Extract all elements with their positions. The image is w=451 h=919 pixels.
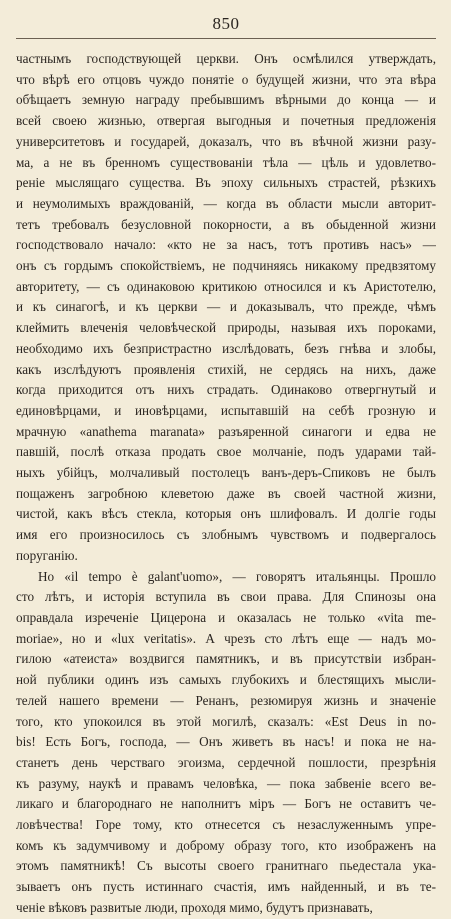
text-line: гилою «атеиста» воздвигся памятникъ, и въ присутствіи избран- <box>16 651 436 667</box>
text-line: всей своею жизнью, отвергая выгодныя и почетныя предложенія <box>16 113 436 129</box>
text-line: обѣщаетъ земную награду пребывшимъ вѣрными до конца — и <box>16 92 436 108</box>
text-line: ныхъ убійцъ, молчаливый постолецъ ванъ-деръ-Спиковъ не былъ <box>16 465 436 481</box>
text-line: мрачную «anathema maranata» разъяренной синагоги и едва не <box>16 423 436 439</box>
text-line: реніе мыслящаго существа. Въ эпоху сильныхъ страстей, рѣзкихъ <box>16 175 436 191</box>
page-number: 850 <box>212 14 240 33</box>
text-line: павшій, послѣ отказа продать свое молчаніе, подъ ударами тай- <box>16 444 436 460</box>
text-line: чистой, какъ вѣсъ стекла, которыя онъ шлифовалъ. И долгіе годы <box>16 506 436 522</box>
header-rule <box>16 38 436 39</box>
text-line: что вѣрѣ его отцовъ чуждо понятіе о будущей жизни, что эта вѣра <box>16 71 436 87</box>
text-line: ма, а не въ бренномъ существованіи тѣла — цѣль и удовлетво- <box>16 154 436 170</box>
paragraph <box>16 567 436 919</box>
text-line: ченіе вѣковъ развитые люди, проходя мимо, будутъ признавать, <box>16 899 373 915</box>
text-line: moriae», но и «lux veritatis». А чрезъ сто лѣтъ еще — надъ мо- <box>16 630 436 646</box>
text-line: и къ синагогѣ, и къ церкви — и доказывалъ, что прежде, чѣмъ <box>16 299 436 315</box>
text-line: онъ съ гордымъ спокойствіемъ, не подчиняясь никакому предвзятому <box>16 258 436 274</box>
text-line: того, кто упокоился въ этой могилѣ, сказалъ: «Est Deus in no- <box>16 713 436 729</box>
text-line: и неумолимыхъ враждованій, — когда въ области мысли авторит- <box>16 195 436 211</box>
text-line: пощаженъ загробною клеветою даже въ своей частной жизни, <box>16 485 436 501</box>
text-line: частнымъ господствующей церкви. Онъ осмѣлился утверждать, <box>16 51 436 66</box>
text-line: когда приходится отъ нихъ страдать. Одинаково отвергнутый и <box>16 382 436 398</box>
text-line: университетовъ и государей, доказалъ, что въ вѣчной жизни разу- <box>16 133 436 149</box>
text-line: поруганію. <box>16 547 78 563</box>
text-line: этомъ памятникѣ! Съ высоты своего гранитнаго пьедестала ука- <box>16 858 436 874</box>
text-line: ликаго и благороднаго не наполнитъ міръ — Богъ не оставитъ че- <box>16 796 436 812</box>
text-line: ной публики одинъ изъ самыхъ глубокихъ и блестящихъ мысли- <box>16 672 436 688</box>
text-line: Но «il tempo è galant'uomo», — говорятъ итальянцы. Прошло <box>38 568 436 584</box>
text-line: тетъ требовалъ безусловной покорности, а въ обыденной жизни <box>16 216 436 232</box>
text-line: сто лѣтъ, и исторія вступила въ свои права. Для Спинозы она <box>16 589 436 605</box>
text-line: телей нашего времени — Ренанъ, резюмируя жизнь и значеніе <box>16 692 436 708</box>
text-line: необходимо ихъ безпристрастно изслѣдовать, безъ гнѣва и злобы, <box>16 340 436 356</box>
text-line: господствовало начало: «кто не за насъ, тотъ противъ насъ» — <box>16 237 436 253</box>
text-line: станетъ день черстваго эгоизма, сердечной пошлости, презрѣнія <box>16 754 436 770</box>
text-line: какъ изслѣдуютъ проявленія стихій, не сердясь на нихъ, даже <box>16 361 436 377</box>
text-line: авторитету, — съ одинаковою критикою относился и къ Аристотелю, <box>16 278 436 294</box>
body-text <box>16 49 436 919</box>
text-line: комъ къ задумчивому и доброму образу того, кто изображенъ на <box>16 837 436 853</box>
text-line: bis! Есть Богъ, господа, — Онъ живетъ въ насъ! и пока не на- <box>16 734 436 750</box>
text-line: оправдала изреченіе Цицерона и оказалась не только «vita me- <box>16 609 436 625</box>
text-line: зываетъ онъ пусть истиннаго счастія, имъ найденный, и въ те- <box>16 879 436 895</box>
text-line: къ разуму, наукѣ и правамъ человѣка, — пока забвеніе всего ве- <box>16 775 436 791</box>
text-line: имя его произносилось съ злобнымъ чувствомъ и подвергалось <box>16 527 436 543</box>
text-line: клеймить влеченія человѣческой природы, называя ихъ пороками, <box>16 320 436 336</box>
text-line: единовѣрцами, и иновѣрцами, испытавшій на себѣ грозную и <box>16 402 436 418</box>
paragraph <box>16 49 436 567</box>
text-line: ловѣчества! Горе тому, кто отнесется съ незаслуженнымъ упре- <box>16 817 436 833</box>
